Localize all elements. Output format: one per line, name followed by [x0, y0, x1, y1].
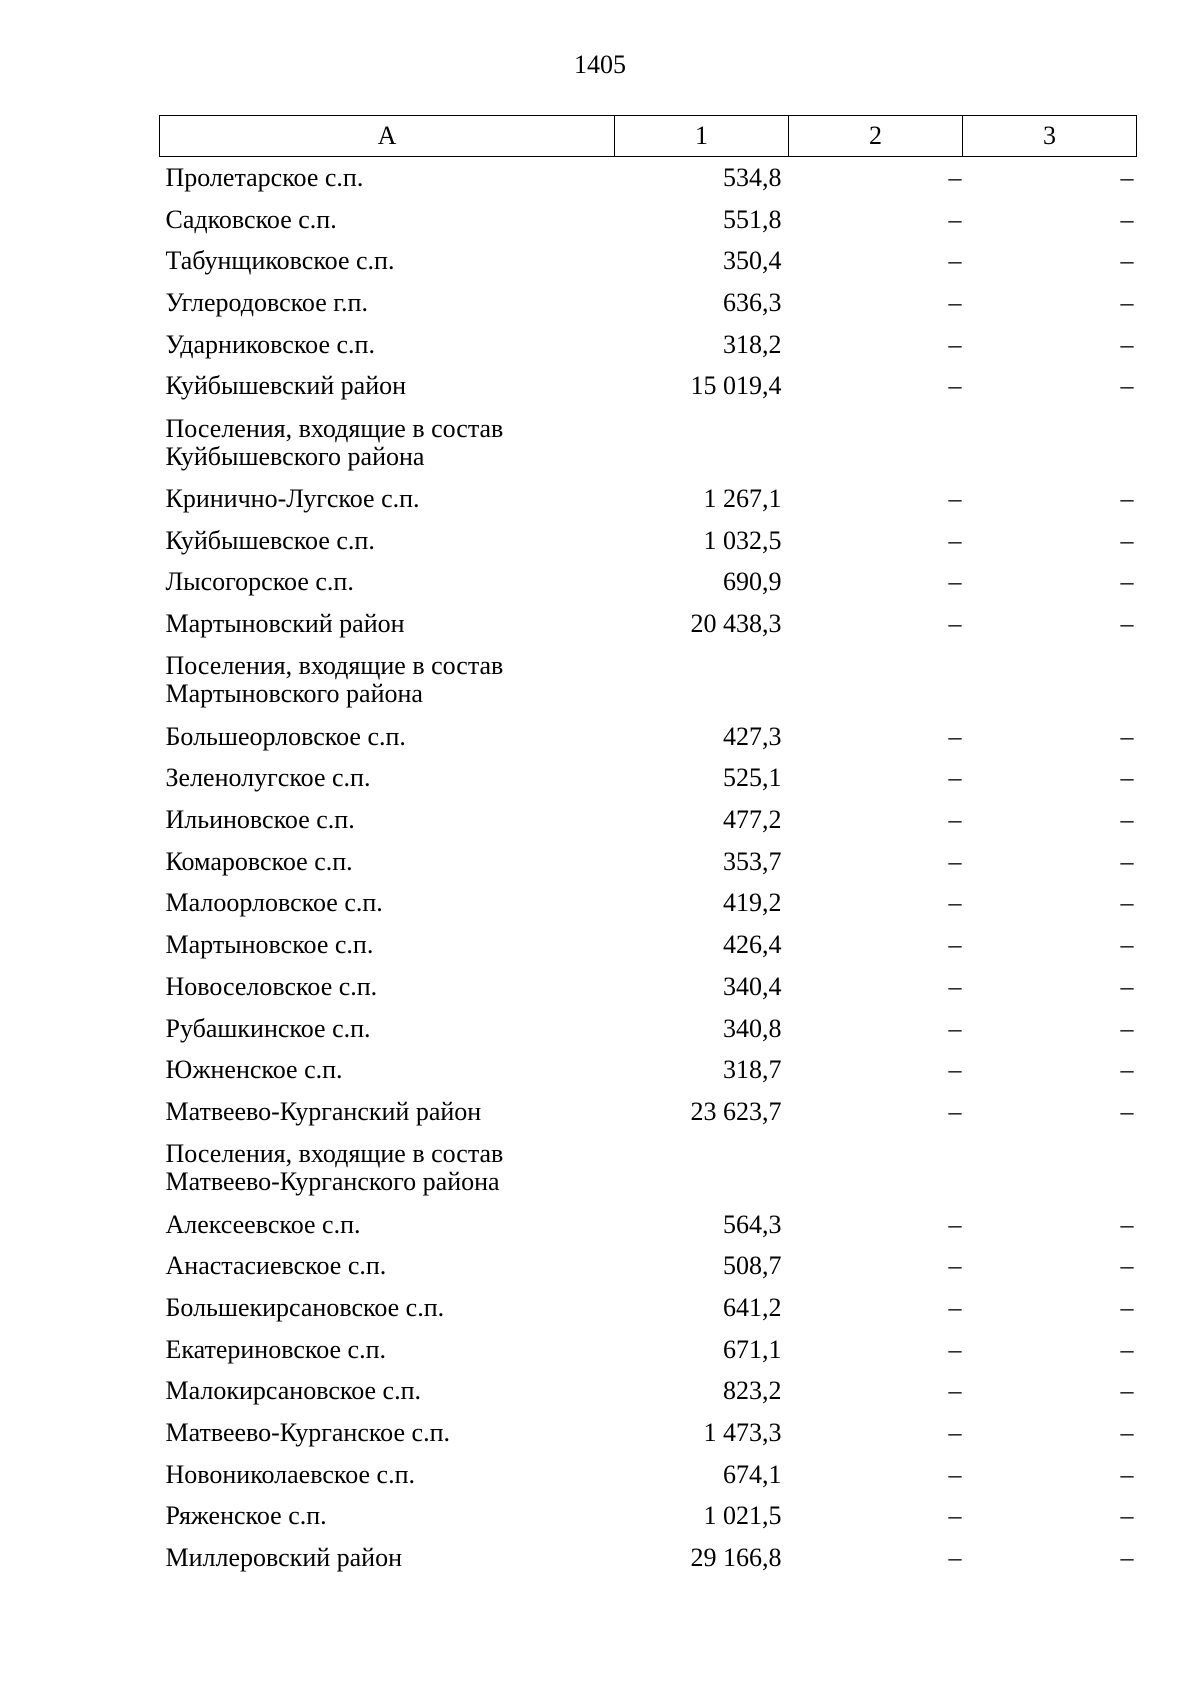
value-col-2: – — [948, 721, 962, 751]
value-col-2: – — [948, 1334, 962, 1364]
table-row — [160, 562, 1137, 604]
value-col-2: – — [948, 1013, 962, 1043]
table-row — [160, 603, 1137, 645]
value-col-2: – — [948, 483, 962, 513]
value-col-2: – — [948, 1376, 962, 1406]
row-label-line-1: Поселения, входящие в состав — [165, 651, 504, 681]
value-col-2: – — [948, 162, 962, 192]
table-header-row — [160, 116, 1137, 157]
row-label: Малоорловское с.п. — [165, 888, 383, 918]
value-col-3: – — [1120, 329, 1134, 359]
value-col-2: – — [948, 1459, 962, 1489]
row-label: Екатериновское с.п. — [165, 1334, 387, 1364]
value-col-3: – — [1120, 1209, 1134, 1239]
row-label: Куйбышевское с.п. — [165, 525, 375, 555]
value-col-2 — [789, 407, 963, 478]
row-label: Ударниковское с.п. — [165, 329, 375, 359]
row-label-line-2: Матвеево-Курганского района — [165, 1167, 500, 1197]
row-label: Табунщиковское с.п. — [165, 246, 395, 276]
value-col-1: 1 021,5 — [703, 1501, 782, 1531]
row-label — [160, 407, 615, 478]
row-label: Алексеевское с.п. — [165, 1209, 361, 1239]
value-col-1 — [615, 1133, 789, 1204]
table-row — [160, 199, 1137, 241]
value-col-2: – — [948, 287, 962, 317]
row-label: Матвеево-Курганский район — [165, 1096, 482, 1126]
page-number: 1405 — [574, 50, 626, 79]
value-col-1: 564,3 — [723, 1209, 782, 1239]
value-col-3: – — [1120, 971, 1134, 1001]
value-col-1: 426,4 — [723, 930, 782, 960]
table-row — [160, 1329, 1137, 1371]
row-label: Куйбышевский район — [165, 371, 407, 401]
row-label: Мартыновский район — [165, 609, 405, 639]
value-col-1: 318,7 — [723, 1055, 782, 1085]
value-col-3: – — [1120, 162, 1134, 192]
value-col-3: – — [1120, 1013, 1134, 1043]
value-col-1: 641,2 — [723, 1292, 782, 1322]
value-col-2: – — [948, 371, 962, 401]
value-col-1: 15 019,4 — [690, 371, 782, 401]
value-col-1: 823,2 — [723, 1376, 782, 1406]
value-col-1: 1 473,3 — [703, 1418, 782, 1448]
value-col-2: – — [948, 246, 962, 276]
value-col-2 — [789, 645, 963, 716]
value-col-2: – — [948, 1096, 962, 1126]
table-row — [160, 282, 1137, 324]
value-col-3: – — [1120, 805, 1134, 835]
value-col-2: – — [948, 329, 962, 359]
value-col-2: – — [948, 609, 962, 639]
value-col-3: – — [1120, 1501, 1134, 1531]
value-col-1: 20 438,3 — [690, 609, 782, 639]
table-row — [160, 924, 1137, 966]
row-label: Лысогорское с.п. — [165, 567, 354, 597]
column-header-3: 3 — [963, 116, 1137, 157]
row-label — [160, 645, 615, 716]
value-col-3: – — [1120, 371, 1134, 401]
value-col-2: – — [948, 1055, 962, 1085]
value-col-3: – — [1120, 567, 1134, 597]
value-col-1: 1 267,1 — [703, 483, 782, 513]
table-row — [160, 1133, 1137, 1204]
value-col-3: – — [1120, 1418, 1134, 1448]
value-col-2: – — [948, 525, 962, 555]
value-col-3 — [963, 1133, 1137, 1204]
value-col-1: 477,2 — [723, 805, 782, 835]
value-col-3: – — [1120, 1096, 1134, 1126]
table-body — [160, 157, 1137, 1579]
row-label: Миллеровский район — [165, 1543, 403, 1573]
row-label: Новоселовское с.п. — [165, 971, 378, 1001]
value-col-1 — [615, 407, 789, 478]
value-col-3 — [963, 645, 1137, 716]
row-label: Большекирсановское с.п. — [165, 1292, 445, 1322]
value-col-2: – — [948, 846, 962, 876]
value-col-2: – — [948, 1418, 962, 1448]
table-row — [160, 883, 1137, 925]
table-row — [160, 1537, 1137, 1579]
value-col-2 — [789, 1133, 963, 1204]
table-row — [160, 240, 1137, 282]
value-col-3: – — [1120, 483, 1134, 513]
table-row — [160, 758, 1137, 800]
value-col-2: – — [948, 1292, 962, 1322]
value-col-1: 534,8 — [723, 162, 782, 192]
data-table — [159, 115, 1137, 1579]
row-label: Анастасиевское с.п. — [165, 1251, 387, 1281]
value-col-3: – — [1120, 1292, 1134, 1322]
value-col-1: 690,9 — [723, 567, 782, 597]
value-col-2: – — [948, 930, 962, 960]
row-label: Комаровское с.п. — [165, 846, 353, 876]
value-col-3: – — [1120, 846, 1134, 876]
value-col-2: – — [948, 567, 962, 597]
value-col-3: – — [1120, 525, 1134, 555]
value-col-1: 318,2 — [723, 329, 782, 359]
row-label: Пролетарское с.п. — [165, 162, 364, 192]
value-col-3: – — [1120, 930, 1134, 960]
value-col-1: 551,8 — [723, 204, 782, 234]
value-col-3: – — [1120, 204, 1134, 234]
value-col-2: – — [948, 204, 962, 234]
value-col-3: – — [1120, 721, 1134, 751]
value-col-2: – — [948, 805, 962, 835]
column-header-2: 2 — [789, 116, 963, 157]
column-header-a: А — [160, 116, 615, 157]
row-label: Углеродовское г.п. — [165, 287, 368, 317]
value-col-1: 23 623,7 — [690, 1096, 782, 1126]
value-col-1: 1 032,5 — [703, 525, 782, 555]
row-label: Южненское с.п. — [165, 1055, 343, 1085]
row-label: Новониколаевское с.п. — [165, 1459, 416, 1489]
value-col-3: – — [1120, 1334, 1134, 1364]
value-col-3: – — [1120, 1459, 1134, 1489]
value-col-1 — [615, 645, 789, 716]
row-label-line-2: Мартыновского района — [165, 679, 423, 709]
table-row — [160, 799, 1137, 841]
row-label: Большеорловское с.п. — [165, 721, 406, 751]
row-label: Малокирсановское с.п. — [165, 1376, 422, 1406]
value-col-3: – — [1120, 609, 1134, 639]
value-col-2: – — [948, 1251, 962, 1281]
table-row — [160, 1412, 1137, 1454]
row-label: Кринично-Лугское с.п. — [165, 483, 420, 513]
value-col-2: – — [948, 1543, 962, 1573]
row-label: Садковское с.п. — [165, 204, 337, 234]
value-col-2: – — [948, 888, 962, 918]
table-row — [160, 1371, 1137, 1413]
value-col-3: – — [1120, 287, 1134, 317]
value-col-3: – — [1120, 1055, 1134, 1085]
value-col-1: 525,1 — [723, 763, 782, 793]
row-label — [160, 1133, 615, 1204]
value-col-2: – — [948, 763, 962, 793]
table-row — [160, 1245, 1137, 1287]
table-row — [160, 1454, 1137, 1496]
value-col-1: 508,7 — [723, 1251, 782, 1281]
value-col-2: – — [948, 971, 962, 1001]
value-col-3: – — [1120, 1543, 1134, 1573]
value-col-3: – — [1120, 888, 1134, 918]
table-row — [160, 1496, 1137, 1538]
table-row — [160, 716, 1137, 758]
value-col-1: 636,3 — [723, 287, 782, 317]
table-row — [160, 365, 1137, 407]
value-col-1: 340,8 — [723, 1013, 782, 1043]
row-label: Матвеево-Курганское с.п. — [165, 1418, 450, 1448]
value-col-1: 671,1 — [723, 1334, 782, 1364]
table-row — [160, 1287, 1137, 1329]
table-row — [160, 645, 1137, 716]
value-col-1: 353,7 — [723, 846, 782, 876]
value-col-1: 29 166,8 — [690, 1543, 782, 1573]
row-label-line-1: Поселения, входящие в состав — [165, 413, 504, 443]
value-col-1: 340,4 — [723, 971, 782, 1001]
row-label: Зеленолугское с.п. — [165, 763, 371, 793]
table-row — [160, 324, 1137, 366]
row-label: Рубашкинское с.п. — [165, 1013, 371, 1043]
value-col-3: – — [1120, 246, 1134, 276]
value-col-2: – — [948, 1209, 962, 1239]
table-row — [160, 520, 1137, 562]
table-row — [160, 1204, 1137, 1246]
table-row — [160, 1008, 1137, 1050]
row-label-line-1: Поселения, входящие в состав — [165, 1139, 504, 1169]
value-col-1: 674,1 — [723, 1459, 782, 1489]
table-row — [160, 966, 1137, 1008]
table-row — [160, 1049, 1137, 1091]
table-row — [160, 157, 1137, 199]
value-col-3: – — [1120, 1376, 1134, 1406]
table-row — [160, 478, 1137, 520]
column-header-1: 1 — [615, 116, 789, 157]
value-col-1: 350,4 — [723, 246, 782, 276]
value-col-3: – — [1120, 763, 1134, 793]
value-col-3: – — [1120, 1251, 1134, 1281]
value-col-1: 419,2 — [723, 888, 782, 918]
table-row — [160, 407, 1137, 478]
row-label: Ильиновское с.п. — [165, 805, 355, 835]
row-label: Ряженское с.п. — [165, 1501, 327, 1531]
table-row — [160, 841, 1137, 883]
value-col-3 — [963, 407, 1137, 478]
row-label-line-2: Куйбышевского района — [165, 441, 425, 471]
value-col-2: – — [948, 1501, 962, 1531]
table-row — [160, 1091, 1137, 1133]
value-col-1: 427,3 — [723, 721, 782, 751]
row-label: Мартыновское с.п. — [165, 930, 374, 960]
